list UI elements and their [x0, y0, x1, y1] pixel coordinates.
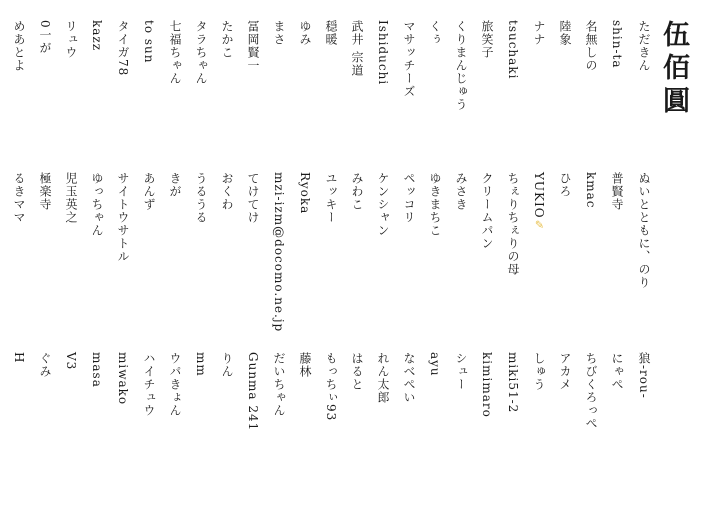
- name-entry: 冨岡賢一: [246, 20, 260, 72]
- name-text: YUKIO: [532, 172, 546, 219]
- name-entry: kmac: [584, 172, 598, 209]
- name-entry: ぬいとともに、のり: [637, 172, 651, 289]
- name-entry: ひろ: [558, 172, 572, 198]
- name-entry: ゆみ: [298, 20, 312, 46]
- name-entry: はると: [350, 352, 364, 391]
- name-entry: うるうる: [194, 172, 208, 224]
- name-entry: kimimaro: [480, 352, 494, 418]
- name-entry: くぅ: [428, 20, 442, 46]
- name-entry: masa: [90, 352, 104, 388]
- name-entry: しゅう: [532, 352, 546, 391]
- name-entry: たかこ: [220, 20, 234, 59]
- name-entry: 陸象: [558, 20, 572, 46]
- name-entry: 狼-rou-: [637, 352, 651, 399]
- name-entry: リュウ: [64, 20, 78, 59]
- name-entry: shin-ta: [610, 20, 624, 69]
- name-entry: 名無しの: [584, 20, 598, 72]
- name-entry: ウパきょん: [168, 352, 182, 417]
- name-entry: [532, 172, 546, 233]
- name-entry: 極楽寺: [38, 172, 52, 211]
- name-entry: 0一が: [38, 20, 52, 55]
- name-entry: V3: [64, 352, 78, 371]
- name-entry: クリームパン: [480, 172, 494, 250]
- name-entry: 七福ちゃん: [168, 20, 182, 85]
- name-entry: ちぇりちぇりの母: [506, 172, 520, 276]
- name-entry: タイガ78: [116, 20, 130, 77]
- page-title: 伍佰圓: [658, 20, 689, 119]
- name-entry: tsuchaki: [506, 20, 520, 80]
- name-entry: ゆっちゃん: [90, 172, 104, 237]
- name-entry: サイトウサトル: [116, 172, 130, 263]
- name-entry: 武井 宗道: [350, 20, 364, 77]
- name-entry: ちびくろっぺ: [584, 352, 598, 430]
- name-entry: あんず: [142, 172, 156, 211]
- name-entry: みさき: [454, 172, 468, 211]
- name-entry: にゃぺ: [610, 352, 624, 391]
- name-entry: ナナ: [532, 20, 546, 46]
- sparkle-icon: ✎: [533, 218, 546, 233]
- name-entry: ハイチュウ: [142, 352, 156, 417]
- name-entry: りん: [220, 352, 234, 378]
- name-entry: Ryoka: [298, 172, 312, 215]
- name-entry: ペッコリ: [402, 172, 416, 224]
- name-entry: マサッチーズ: [402, 20, 416, 98]
- name-entry: れん太郎: [376, 352, 390, 404]
- name-entry: てけてけ: [246, 172, 260, 224]
- name-entry: タラちゃん: [194, 20, 208, 85]
- name-entry: kazz: [90, 20, 104, 52]
- name-entry: 旅笑子: [480, 20, 494, 59]
- name-entry: まさ: [272, 20, 286, 46]
- name-entry: mzi-izm@docomo.ne.jp: [272, 172, 286, 333]
- name-entry: くりまんじゅう: [454, 20, 468, 111]
- name-entry: 藤林: [298, 352, 312, 378]
- name-entry: miwako: [116, 352, 130, 406]
- name-entry: るきママ: [12, 172, 26, 224]
- name-entry: Gunma 241: [246, 352, 260, 432]
- name-entry: 穏暖: [324, 20, 338, 46]
- name-entry: to sun: [142, 20, 156, 64]
- name-entry: なべぺい: [402, 352, 416, 404]
- name-entry: ゆきまちこ: [428, 172, 442, 237]
- name-entry: H: [12, 352, 26, 364]
- name-entry: アカメ: [558, 352, 572, 391]
- name-entry: ユッキー: [324, 172, 338, 224]
- name-entry: おくわ: [220, 172, 234, 211]
- name-entry: だいちゃん: [272, 352, 286, 417]
- name-entry: シュー: [454, 352, 468, 391]
- name-entry: ayu: [428, 352, 442, 377]
- name-entry: ぐみ: [38, 352, 52, 378]
- name-entry: めあとよ: [12, 20, 26, 72]
- name-entry: ケンシャン: [376, 172, 390, 237]
- name-entry: もっちぃ93: [324, 352, 338, 422]
- name-entry: miki51-2: [506, 352, 520, 414]
- name-entry: ただきん: [637, 20, 651, 72]
- name-entry: 児玉英之: [64, 172, 78, 224]
- name-entry: mm: [194, 352, 208, 377]
- name-entry: Ishiduchi: [376, 20, 390, 86]
- name-entry: 普賢寺: [610, 172, 624, 211]
- name-entry: きが: [168, 172, 182, 198]
- name-entry: みわこ: [350, 172, 364, 211]
